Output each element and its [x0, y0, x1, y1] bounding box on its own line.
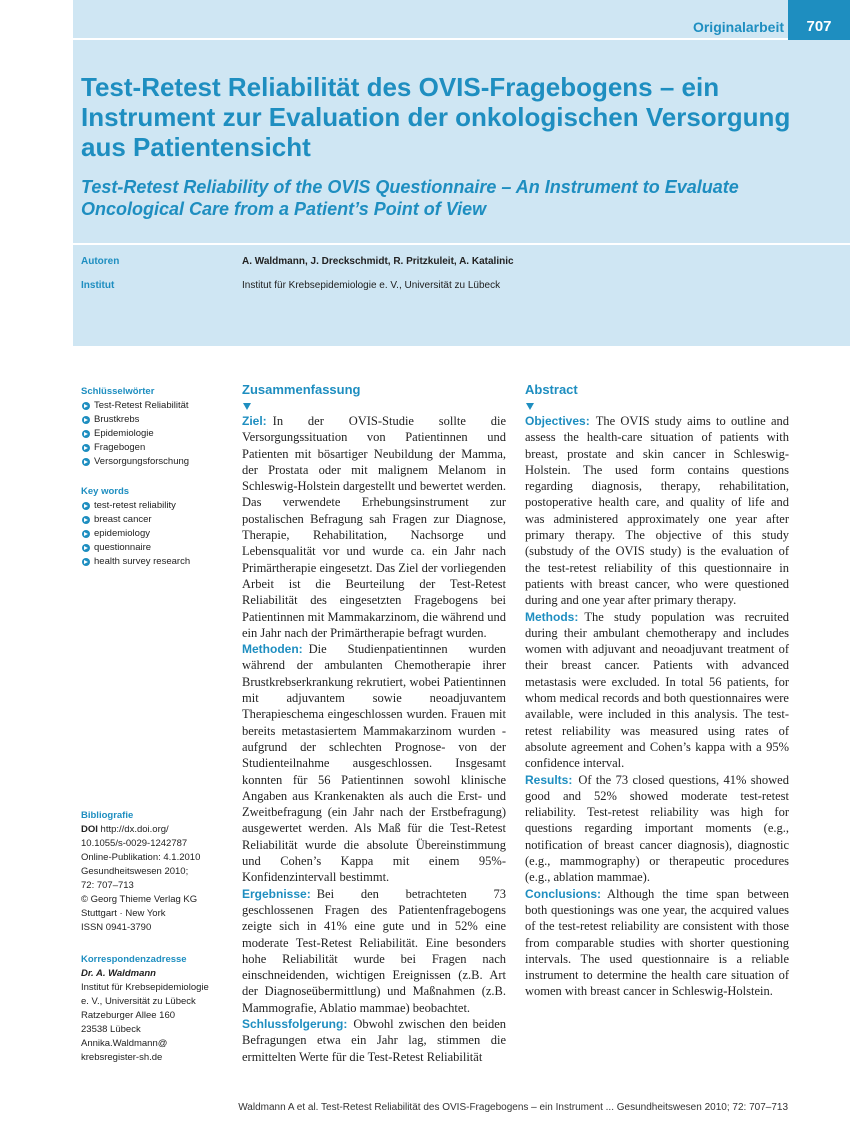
- keywords-de-list: [81, 399, 231, 469]
- section-label: Originalarbeit: [692, 19, 784, 35]
- abstract-de-heading: Zusammenfassung: [242, 382, 361, 397]
- title-english: Test-Retest Reliability of the OVIS Questionnaire – An Instrument to Evaluate Oncological Care from a Patient’s Point of View: [81, 177, 739, 219]
- abstract-english: [525, 381, 789, 1000]
- email-line[interactable]: krebsregister-sh.de: [81, 1052, 163, 1063]
- correspondence-block: [81, 953, 236, 1065]
- paragraph-text: Although the time span between both questionings was one year, the acquired values of the test-retest reliability are consistent with those from comparable studies with shorter questioning intervals. The used questionnaire is a reliable instrument to determine the health care situation of women with breast cancer in Schleswig-Holstein.: [525, 886, 789, 999]
- address-line: Ratzeburger Allee 160: [81, 1010, 176, 1021]
- paragraph-label: Schlussfolgerung:: [242, 1016, 348, 1031]
- abstract-paragraph: [242, 1016, 506, 1065]
- title-divider: [73, 243, 850, 245]
- bibliography-heading: Bibliografie: [81, 810, 134, 821]
- triangle-down-icon: [526, 403, 534, 410]
- address-line: e. V., Universität zu Lübeck: [81, 996, 196, 1007]
- paragraph-text: In der OVIS-Studie sollte die Versorgungssituation von Patientinnen und Patienten mit bösartiger Neubildung der Mamma, der Prostata oder mit malignem Melanom in Schleswig-Holstein dargestellt und bewertet werden. Das verwendete Erhebungsinstrument zur postalischen Befragung sah Fragen zur Diagnose, Therapie, Rehabilitation, Nachsorge und Lebensqualität vor und wurde ca. ein Jahr nach Primärtherapie eingesetzt. Das Ziel der vorliegenden Arbeit ist die Beurteilung der Test-Retest Reliabilität des eingesetzten Fragebogens bei Patientinnen mit Mammakarzinom, die während und ein Jahr nach der Primärtherapie befragt wurden.: [242, 414, 506, 640]
- keyword-item: Brustkrebs: [81, 413, 231, 427]
- triangle-down-icon: [243, 403, 251, 410]
- keyword-item: health survey research: [81, 555, 231, 569]
- address-line: 23538 Lübeck: [81, 1024, 141, 1035]
- authors: A. Waldmann, J. Dreckschmidt, R. Pritzkuleit, A. Katalinic: [242, 256, 514, 267]
- abstract-en-heading: Abstract: [525, 382, 578, 397]
- online-publication: Online-Publikation: 4.1.2010: [81, 852, 201, 863]
- keyword-item: Test-Retest Reliabilität: [81, 399, 231, 413]
- paragraph-label: Methoden:: [242, 642, 303, 657]
- paragraph-text: Die Studienpatientinnen wurden während der ambulanten Chemotherapie ihrer Brustkrebserkrankung rekrutiert, wobei Patientinnen mit adjuvantem sowie neoadjuvantem Therapieschema eingeschlossen wurden. Frauen mit bereits metastasiertem Mammakarzinom wurden -aufgrund der schlechten Prognose- von der Studienteilnahme ausgeschlossen. Insgesamt konnten für 56 Patientinnen sowohl klinische Angaben aus Krankenakten als auch die Erst- und Zweitbefragung (ein Jahr nach der Erstbefragung) ausgewertet werden. Als Maß für die Test-Retest Reliabilität wurde die absolute Übereinstimmung und Cohen’s Kappa mit einem 95%-Konfidenzintervall bestimmt.: [242, 642, 506, 885]
- keyword-item: Fragebogen: [81, 441, 231, 455]
- keyword-item: test-retest reliability: [81, 499, 231, 513]
- authors-label: Autoren: [81, 256, 120, 267]
- correspondence-heading: Korrespondenzadresse: [81, 954, 187, 965]
- keyword-item: epidemiology: [81, 527, 231, 541]
- page-number: 707: [788, 0, 850, 40]
- keyword-item: breast cancer: [81, 513, 231, 527]
- abstract-paragraph: [525, 772, 789, 886]
- running-header: [73, 0, 850, 40]
- keyword-item: Epidemiologie: [81, 427, 231, 441]
- doi-label: DOI: [81, 824, 98, 835]
- abstract-paragraph: [525, 886, 789, 1000]
- bibliography-block: [81, 809, 236, 935]
- publisher: © Georg Thieme Verlag KG: [81, 894, 198, 905]
- paragraph-text: The OVIS study aims to outline and assess the health-care situation of patients with breast, prostate and skin cancer in Schleswig-Holstein. The used form contains questions regarding diagnosis, therapy, rehabilitation, postoperative health care, and quality of life and was administered approximately one year after primary therapy. The objective of this study (substudy of the OVIS study) is the evaluation of the test-retest reliability of this questionnaire in patients with breast cancer, who were questioned during and one year after primary therapy.: [525, 414, 789, 608]
- correspondence-name: Dr. A. Waldmann: [81, 968, 156, 979]
- paragraph-text: Obwohl zwischen den beiden Befragungen etwa ein Jahr lag, stimmen die ermittelten Werte für die Test-Retest Reliabilität: [242, 1016, 506, 1064]
- volume-pages: 72: 707–713: [81, 880, 134, 891]
- doi-value: 10.1055/s-0029-1242787: [81, 838, 188, 849]
- title-german: Test-Retest Reliabilität des OVIS-Fragebogens – ein Instrument zur Evaluation der onkologischen Versorgung aus Patientensicht: [81, 72, 791, 162]
- paragraph-label: Conclusions:: [525, 886, 602, 901]
- keywords-en-heading: Key words: [81, 486, 130, 497]
- keywords-en-list: [81, 499, 231, 569]
- abstract-german: [242, 381, 506, 1065]
- abstract-paragraph: [525, 609, 789, 772]
- abstract-paragraph: [525, 413, 789, 609]
- institute: Institut für Krebsepidemiologie e. V., Universität zu Lübeck: [242, 280, 501, 291]
- paragraph-text: Bei den betrachteten 73 geschlossenen Fragen des Patientenfragebogens zeigte sich in 41% eine gute und in 52% eine moderate Test-Retest Reliabilität. Eine besonders hohe Reliabilität wurde bei Fragen nach einschneidenden, wichtigen Ereignissen (z.B. Art der Diagnoseübermittlung) und Maßnahmen (z.B. Mammografie, Ablatio mammae) beobachtet.: [242, 886, 506, 1015]
- header-band: [73, 0, 850, 346]
- keywords-sidebar: [81, 385, 231, 569]
- paragraph-label: Ziel:: [242, 414, 267, 428]
- abstract-paragraph: [242, 886, 506, 1016]
- paragraph-text: Of the 73 closed questions, 41% showed good and 52% showed moderate test-retest reliability. Test-retest reliability was high for questions regarding important moments (e.g., notification of breast cancer diagnosis), diagnostic (e.g., mammography) or therapeutic procedures (e.g., ablation mammae).: [525, 772, 789, 885]
- email-line[interactable]: Annika.Waldmann@: [81, 1038, 168, 1049]
- paragraph-label: Methods:: [525, 609, 579, 624]
- abstract-paragraph: [242, 413, 506, 641]
- keywords-de-heading: Schlüsselwörter: [81, 386, 155, 397]
- paragraph-text: The study population was recruited during their ambulant chemotherapy and includes women with adjuvant and neoadjuvant treatment of their breast cancer. Patients with advanced metastasis were excluded. In total 56 patients, for whom medical records and both questionnaires were available, were included in this analysis. The test-retest reliability was measured using rates of absolute agreement and Cohen’s kappa with a 95% confidence interval.: [525, 609, 789, 771]
- issn: ISSN 0941-3790: [81, 922, 152, 933]
- page-footer: Waldmann A et al. Test-Retest Reliabilität des OVIS-Fragebogens – ein Instrument ... Gesundheitswesen 2010; 72: 707–713: [238, 1102, 788, 1113]
- keyword-item: Versorgungsforschung: [81, 455, 231, 469]
- doi-line: [81, 823, 236, 837]
- abstract-paragraph: [242, 641, 506, 885]
- paragraph-label: Results:: [525, 772, 573, 787]
- journal-line: Gesundheitswesen 2010;: [81, 866, 189, 877]
- paragraph-label: Objectives:: [525, 414, 590, 428]
- keyword-item: questionnaire: [81, 541, 231, 555]
- paragraph-label: Ergebnisse:: [242, 886, 311, 901]
- address-line: Institut für Krebsepidemiologie: [81, 982, 209, 993]
- publisher-location: Stuttgart · New York: [81, 908, 166, 919]
- institute-label: Institut: [81, 280, 115, 291]
- doi-prefix: http://dx.doi.org/: [100, 824, 169, 835]
